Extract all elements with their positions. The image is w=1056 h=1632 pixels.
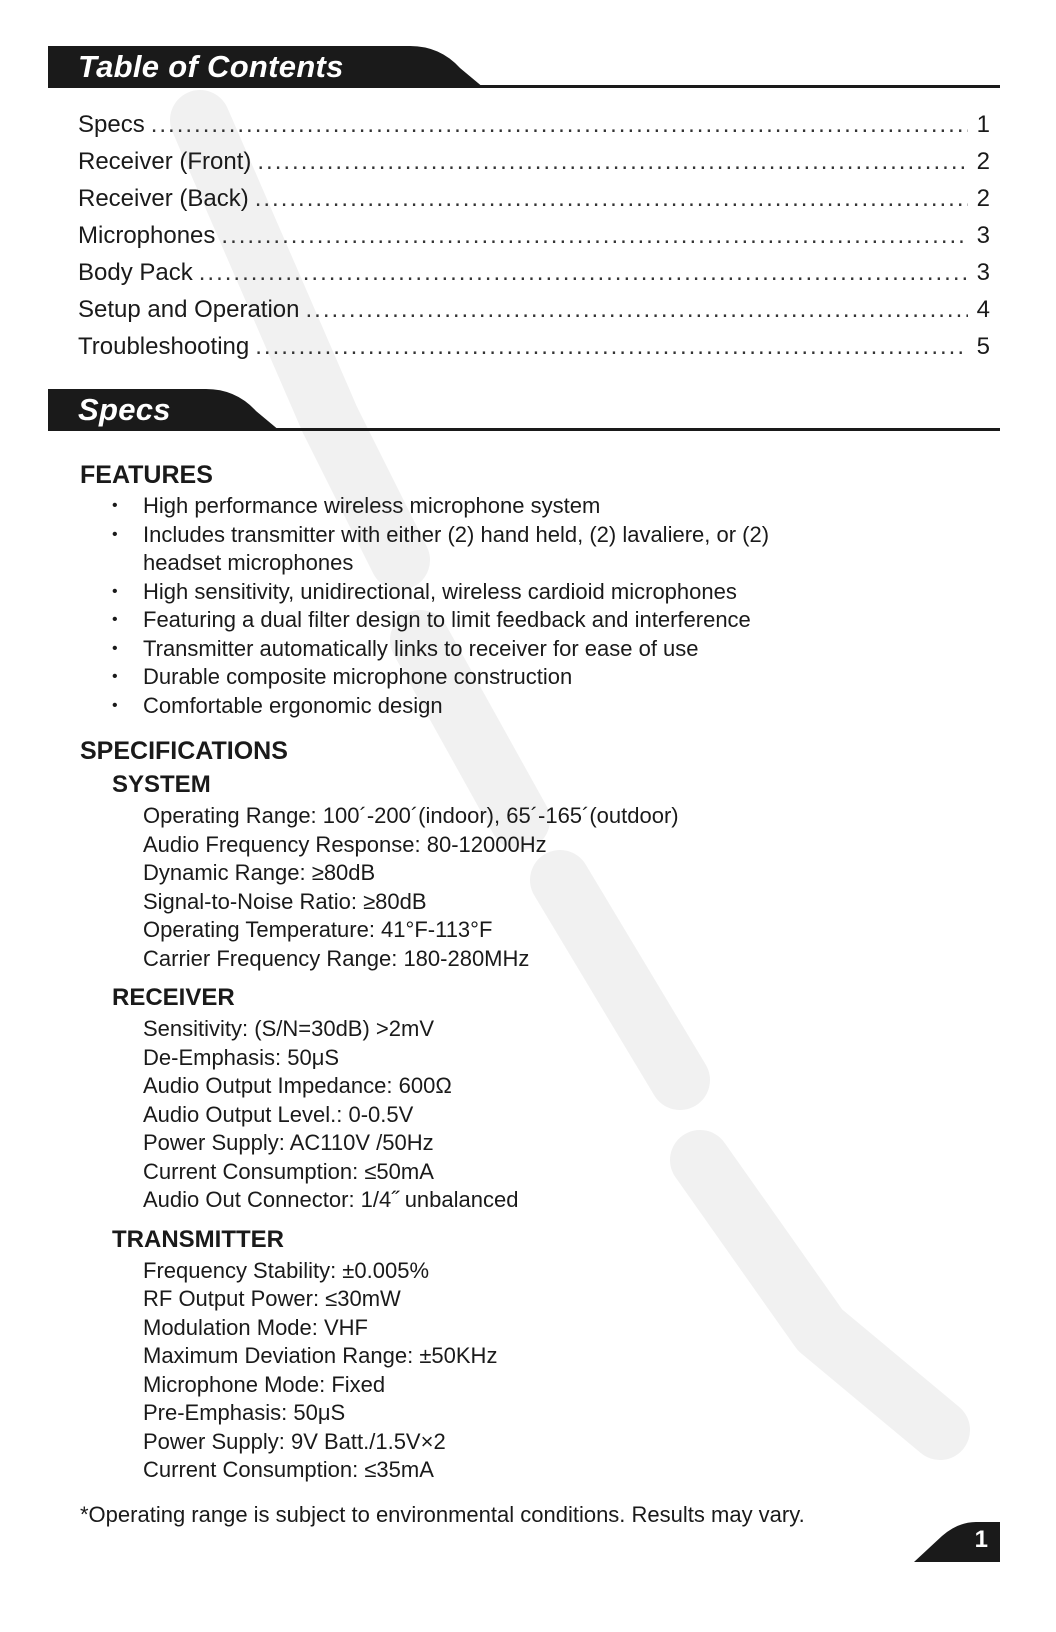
list-item: De-Emphasis: 50μS	[143, 1044, 340, 1070]
list-item: Dynamic Range: ≥80dB	[143, 860, 376, 885]
footnote: *Operating range is subject to environmental conditions. Results may vary.	[80, 1502, 805, 1527]
toc-entry-page: 5	[976, 333, 990, 360]
list-item: Audio Output Impedance: 600Ω	[143, 1073, 452, 1098]
system-heading: SYSTEM	[112, 771, 211, 798]
toc-entry-page: 2	[976, 185, 990, 212]
toc-entry-page: 4	[976, 296, 990, 323]
toc-list	[78, 111, 990, 370]
toc-entry-body-pack[interactable]	[78, 259, 990, 296]
toc-entry-troubleshooting[interactable]	[78, 333, 990, 370]
toc-entry-label: Microphones	[78, 222, 216, 249]
toc-entry-page: 3	[976, 222, 990, 249]
toc-entry-setup-operation[interactable]	[78, 296, 990, 333]
toc-leader-dots	[306, 296, 969, 324]
list-item: • Transmitter automatically links to receiver for ease of use	[112, 635, 1000, 664]
toc-entry-microphones[interactable]	[78, 222, 990, 259]
list-item: Audio Output Level.: 0-0.5V	[143, 1101, 414, 1127]
page-number: 1	[974, 1526, 988, 1553]
list-item: Carrier Frequency Range: 180-280MHz	[143, 945, 530, 971]
list-item: Operating Temperature: 41°F-113°F	[143, 917, 493, 942]
list-item: Operating Range: 100´-200´(indoor), 65´-165´(outdoor)	[143, 803, 679, 828]
transmitter-heading: TRANSMITTER	[112, 1225, 284, 1253]
list-item: Sensitivity: (S/N=30dB) >2mV	[143, 1016, 435, 1041]
transmitter-spec-list	[143, 1257, 1000, 1485]
system-spec-list	[143, 802, 1000, 973]
toc-leader-dots	[257, 148, 968, 176]
list-item: Maximum Deviation Range: ±50KHz	[143, 1343, 498, 1368]
toc-entry-label: Receiver (Front)	[78, 148, 252, 175]
specs-header	[48, 389, 1000, 431]
list-item: Power Supply: AC110V /50Hz	[143, 1130, 434, 1155]
page-number-tab	[914, 1522, 1000, 1562]
toc-leader-dots	[255, 185, 968, 213]
features-heading: FEATURES	[80, 461, 213, 489]
toc-entry-page: 1	[976, 111, 990, 138]
receiver-heading: RECEIVER	[112, 984, 235, 1011]
toc-entry-label: Body Pack	[78, 259, 193, 286]
toc-entry-page: 3	[976, 259, 990, 286]
list-item: • Comfortable ergonomic design	[112, 692, 1000, 721]
list-item: Frequency Stability: ±0.005%	[143, 1257, 429, 1283]
toc-entry-label: Receiver (Back)	[78, 185, 249, 212]
list-item: Signal-to-Noise Ratio: ≥80dB	[143, 888, 427, 914]
list-item: • Durable composite microphone construction	[112, 663, 1000, 692]
toc-leader-dots	[221, 222, 968, 250]
list-item: Audio Frequency Response: 80-12000Hz	[143, 831, 547, 857]
receiver-spec-list	[143, 1015, 1000, 1215]
list-item: Microphone Mode: Fixed	[143, 1371, 386, 1397]
list-item: Audio Out Connector: 1/4˝ unbalanced	[143, 1187, 519, 1212]
list-item: Power Supply: 9V Batt./1.5V×2	[143, 1428, 446, 1454]
list-item: • Includes transmitter with either (2) hand held, (2) lavaliere, or (2) headset microphones	[112, 521, 783, 578]
list-item: Modulation Mode: VHF	[143, 1314, 368, 1340]
toc-entry-receiver-front[interactable]	[78, 148, 990, 185]
toc-entry-page: 2	[976, 148, 990, 175]
toc-header	[48, 46, 1000, 88]
specs-content	[80, 458, 1000, 1493]
toc-title: Table of Contents	[78, 49, 344, 84]
toc-leader-dots	[199, 259, 968, 287]
list-item: • High sensitivity, unidirectional, wireless cardioid microphones	[112, 578, 1000, 607]
toc-entry-label: Setup and Operation	[78, 296, 300, 323]
toc-entry-label: Specs	[78, 111, 145, 138]
list-item: • High performance wireless microphone system	[112, 492, 1000, 521]
toc-entry-label: Troubleshooting	[78, 333, 250, 360]
list-item: Pre-Emphasis: 50μS	[143, 1400, 346, 1425]
toc-entry-specs[interactable]	[78, 111, 990, 148]
toc-leader-dots	[151, 111, 968, 139]
specifications-heading: SPECIFICATIONS	[80, 737, 288, 765]
list-item: RF Output Power: ≤30mW	[143, 1286, 401, 1311]
list-item: Current Consumption: ≤35mA	[143, 1457, 434, 1482]
list-item: • Featuring a dual filter design to limit feedback and interference	[112, 606, 1000, 635]
list-item: Current Consumption: ≤50mA	[143, 1158, 434, 1184]
toc-entry-receiver-back[interactable]	[78, 185, 990, 222]
specs-title: Specs	[78, 392, 171, 427]
toc-leader-dots	[255, 333, 968, 361]
features-list	[80, 492, 1000, 720]
